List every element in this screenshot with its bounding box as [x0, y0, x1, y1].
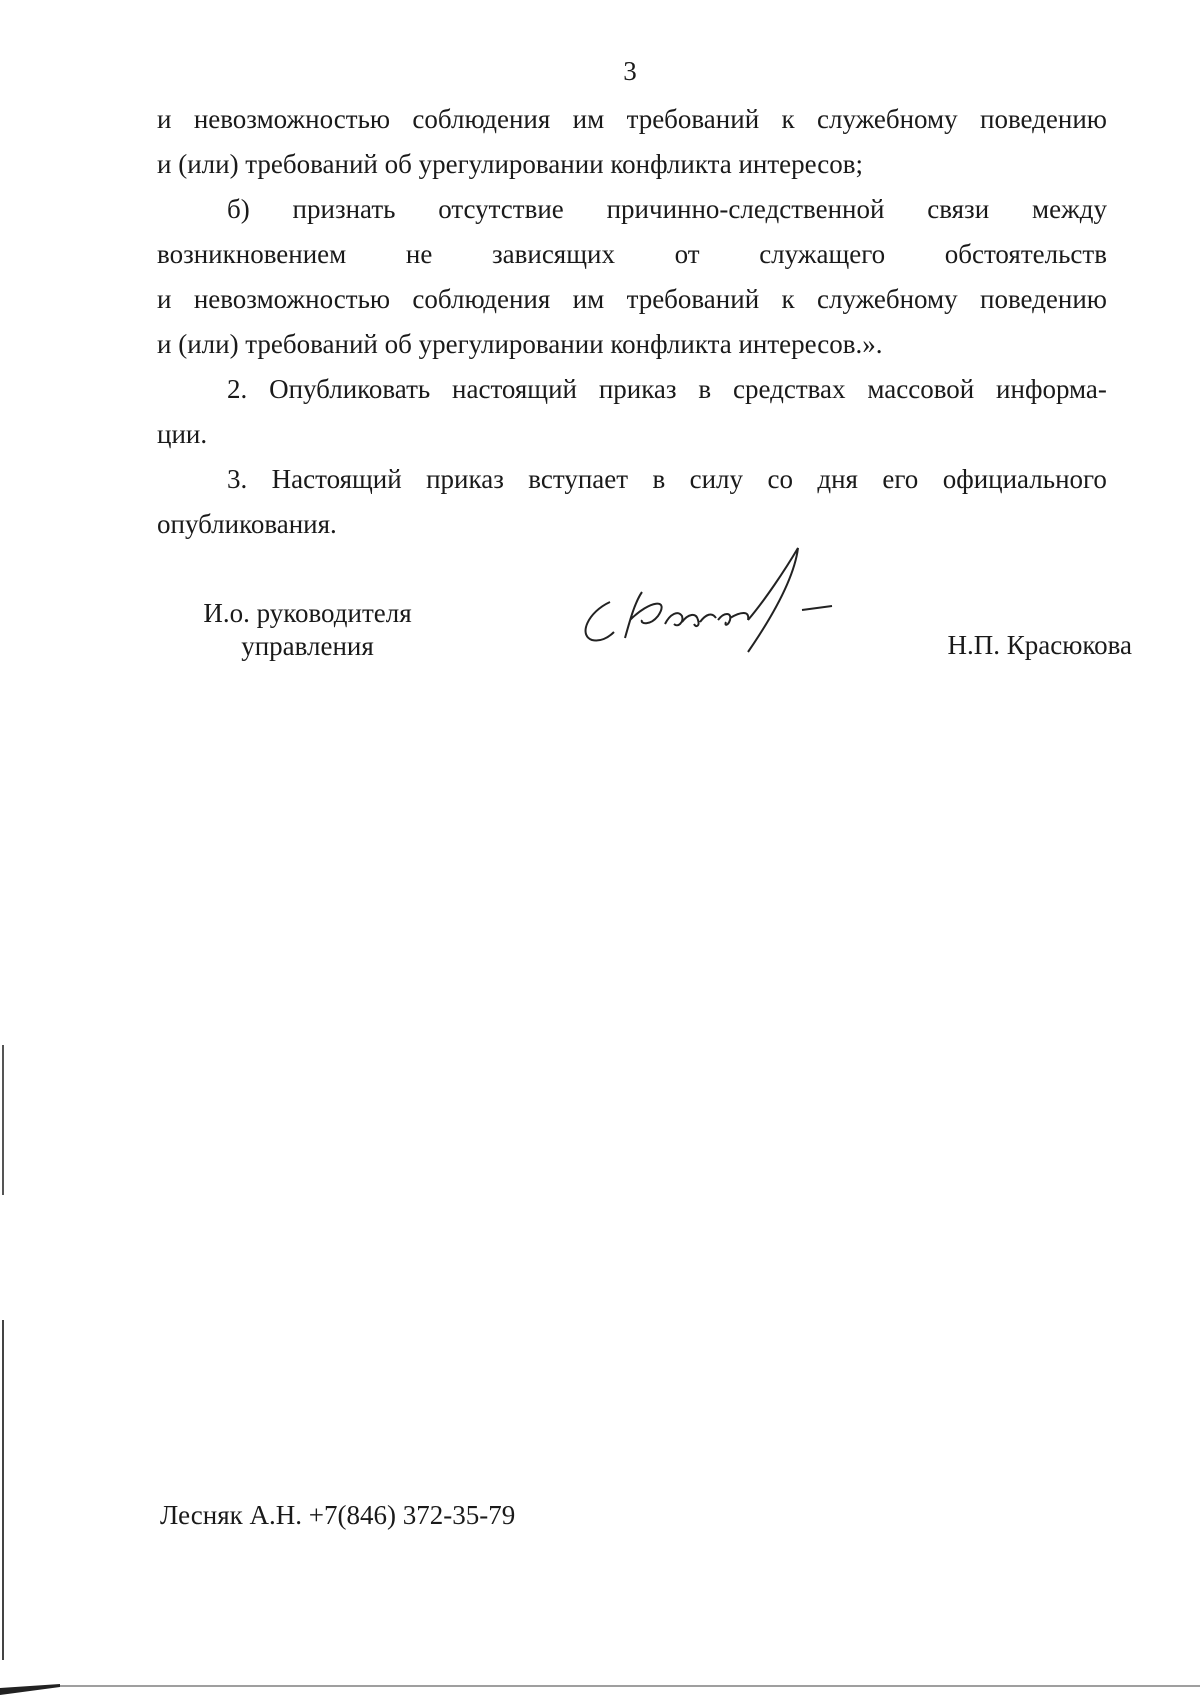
word: Настоящий	[271, 464, 402, 494]
body-line-10: опубликования.	[157, 509, 337, 539]
word: приказ	[598, 374, 677, 404]
word: вступает	[528, 464, 629, 494]
signatory-position	[190, 597, 425, 663]
scan-artifact-left-bottom	[2, 1320, 4, 1660]
body-line-6: и (или) требований об урегулировании конфликта интересов.».	[157, 329, 883, 359]
executor-contact: Лесняк А.Н. +7(846) 372-35-79	[160, 1500, 516, 1530]
word: его	[882, 464, 919, 494]
position-line-1: И.о. руководителя	[203, 598, 412, 628]
word: поведению	[980, 284, 1107, 314]
word: связи	[927, 194, 990, 224]
word: дня	[817, 464, 858, 494]
word: обстоятельств	[944, 239, 1107, 269]
word: в	[698, 374, 712, 404]
word: б)	[227, 194, 250, 224]
scan-artifact-left-top	[2, 1045, 4, 1195]
body-line-5	[157, 277, 1107, 322]
word: причинно-следственной	[606, 194, 885, 224]
word: зависящих	[491, 239, 615, 269]
page-number: 3	[623, 56, 637, 86]
document-body	[157, 97, 1107, 547]
body-line-4	[157, 232, 1107, 277]
word: со	[767, 464, 793, 494]
scan-artifact-bottom-edge	[0, 1684, 1200, 1697]
word: между	[1032, 194, 1107, 224]
body-line-3	[157, 187, 1107, 232]
word: силу	[689, 464, 744, 494]
word: служащего	[759, 239, 886, 269]
word: невозможностью	[193, 284, 391, 314]
word: 3.	[227, 464, 248, 494]
word: им	[572, 104, 605, 134]
word: поведению	[980, 104, 1107, 134]
word: им	[572, 284, 605, 314]
body-line-7	[157, 367, 1107, 412]
word: соблюдения	[412, 284, 551, 314]
signatory-name: Н.П. Красюкова	[947, 630, 1132, 660]
word: официального	[942, 464, 1107, 494]
word: к	[781, 104, 795, 134]
word: служебному	[816, 104, 958, 134]
word: не	[405, 239, 433, 269]
word: информа-	[996, 374, 1107, 404]
word: от	[674, 239, 700, 269]
word: средствах	[733, 374, 846, 404]
body-line-2: и (или) требований об урегулировании конфликта интересов;	[157, 149, 864, 179]
word: признать	[292, 194, 396, 224]
word: требований	[626, 104, 760, 134]
word: возникновением	[157, 239, 347, 269]
word: к	[781, 284, 795, 314]
word: 2.	[227, 374, 248, 404]
word: массовой	[867, 374, 975, 404]
body-line-9	[157, 457, 1107, 502]
position-line-2: управления	[241, 631, 374, 661]
word: соблюдения	[412, 104, 551, 134]
word: отсутствие	[438, 194, 564, 224]
body-line-1	[157, 97, 1107, 142]
word: настоящий	[452, 374, 577, 404]
body-line-8: ции.	[157, 419, 208, 449]
word: и	[157, 284, 172, 314]
word: Опубликовать	[269, 374, 431, 404]
word: в	[652, 464, 666, 494]
handwritten-signature	[570, 540, 870, 660]
word: требований	[626, 284, 760, 314]
word: невозможностью	[193, 104, 391, 134]
word: служебному	[816, 284, 958, 314]
word: приказ	[426, 464, 504, 494]
word: и	[157, 104, 172, 134]
